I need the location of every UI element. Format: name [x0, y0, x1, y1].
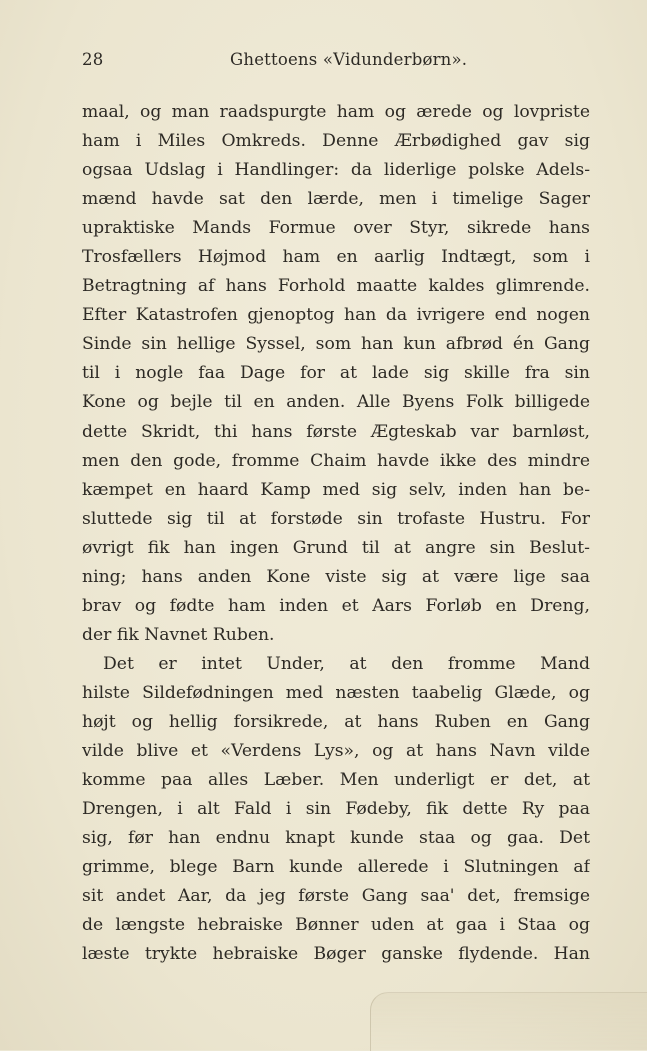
text-line: vilde blive et «Verdens Lys», og at hans Navn vilde	[82, 741, 590, 762]
text-line: Trosfællers Højmod ham en aarlig Indtægt, som i	[82, 247, 590, 268]
text-line: de længste hebraiske Bønner uden at gaa i Staa og	[82, 915, 590, 936]
body-text	[82, 98, 590, 969]
text-line: mænd havde sat den lærde, men i timelige Sager	[82, 189, 590, 210]
text-line: Det er intet Under, at den fromme Mand	[103, 653, 590, 674]
text-line: sig, før han endnu knapt kunde staa og gaa. Det	[82, 828, 590, 849]
text-line: hilste Sildefødningen med næsten taabelig Glæde, og	[82, 682, 590, 703]
text-line: sluttede sig til at forstøde sin trofaste Hustru. For	[82, 508, 590, 529]
page-header	[82, 50, 582, 74]
text-line: brav og fødte ham inden et Aars Forløb en Dreng,	[82, 595, 590, 616]
running-title: Ghettoens «Vidunderbørn».	[230, 50, 468, 69]
text-line: Betragtning af hans Forhold maatte kaldes glimrende.	[82, 276, 590, 297]
text-line: men den gode, fromme Chaim havde ikke des mindre	[82, 450, 590, 471]
text-line: kæmpet en haard Kamp med sig selv, inden han be-	[82, 479, 590, 500]
text-line: komme paa alles Læber. Men underligt er det, at	[82, 770, 590, 791]
text-line: dette Skridt, thi hans første Ægteskab var barnløst,	[82, 421, 590, 442]
paragraph-1	[82, 98, 590, 650]
text-line: ning; hans anden Kone viste sig at være lige saa	[82, 566, 590, 587]
text-line: sit andet Aar, da jeg første Gang saa' det, fremsige	[82, 886, 590, 907]
text-line: ham i Miles Omkreds. Denne Ærbødighed gav sig	[82, 131, 590, 152]
text-line: Efter Katastrofen gjenoptog han da ivrigere end nogen	[82, 305, 590, 326]
text-line: højt og hellig forsikrede, at hans Ruben en Gang	[82, 711, 590, 732]
text-line: maal, og man raadspurgte ham og ærede og lovpriste	[82, 102, 590, 122]
paragraph-2	[82, 650, 590, 970]
text-line: Sinde sin hellige Syssel, som han kun afbrød én Gang	[82, 334, 590, 355]
text-line: Drengen, i alt Fald i sin Fødeby, fik dette Ry paa	[82, 799, 590, 820]
page-number: 28	[82, 50, 104, 69]
text-line: ogsaa Udslag i Handlinger: da liderlige polske Adels-	[82, 160, 590, 181]
text-line: grimme, blege Barn kunde allerede i Slutningen af	[82, 857, 590, 878]
text-line: upraktiske Mands Formue over Styr, sikrede hans	[82, 218, 590, 239]
text-line: Kone og bejle til en anden. Alle Byens Folk billigede	[82, 392, 590, 413]
text-line: til i nogle faa Dage for at lade sig skille fra sin	[82, 363, 590, 384]
text-line: øvrigt fik han ingen Grund til at angre sin Beslut-	[82, 537, 590, 558]
page-curl-shadow	[370, 992, 647, 1051]
text-line: læste trykte hebraiske Bøger ganske flydende. Han	[82, 944, 590, 965]
text-line: der fik Navnet Ruben.	[82, 624, 275, 645]
